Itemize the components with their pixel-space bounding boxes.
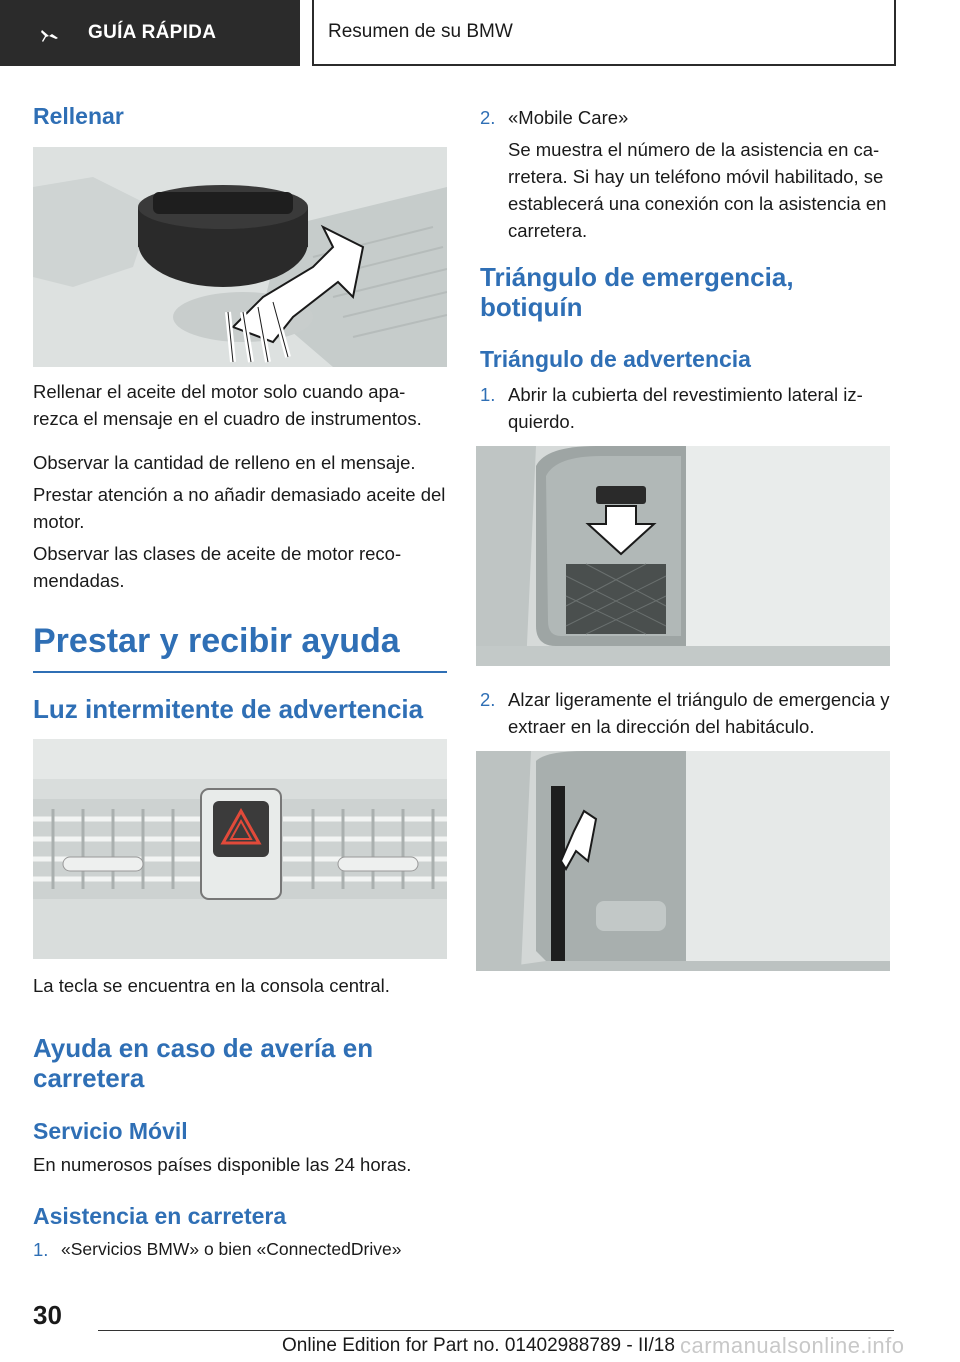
section-tab[interactable] [0,0,300,66]
footer-divider [98,1330,894,1331]
triangulo-heading: Triángulo de emergencia, botiquín [480,262,794,322]
step-2 [480,686,896,740]
luz-caption: La tecla se encuentra en la consola central. [33,975,390,996]
oil-cap-image [33,147,447,367]
hazard-console-illustration [33,739,447,959]
asistencia-heading: Asistencia en carretera [33,1203,287,1229]
side-panel-cover-image [476,446,890,666]
list-number: 2. [480,107,496,128]
rellenar-paragraph-3: Prestar atención a no añadir demasiado aceite del motor. [33,484,446,532]
averia-heading: Ayuda en caso de avería en carretera [33,1033,374,1093]
side-panel-illustration [476,446,890,666]
luz-heading: Luz intermitente de advertencia [33,694,424,724]
ayuda-heading: Prestar y recibir ayuda [33,622,447,673]
watermark: carmanualsonline.info [680,1333,905,1358]
list-text: Alzar ligeramente el triángulo de emergencia y extraer en la dirección del habitáculo. [508,689,890,737]
list-number: 1. [33,1239,49,1260]
oil-cap-illustration [33,147,447,367]
rellenar-heading: Rellenar [33,103,124,129]
hazard-button-image [33,739,447,959]
chapter-title: Resumen de su BMW [312,0,896,66]
rellenar-paragraph-2: Observar la cantidad de relleno en el mensaje. [33,452,416,473]
warning-triangle-illustration [476,751,890,971]
page-number: 30 [33,1300,62,1330]
list-text: «Mobile Care» [508,107,629,128]
mobile-care-text: Se muestra el número de la asistencia en ca-rretera. Si hay un teléfono móvil habilitado, se establecerá una conexión con la asistencia en carretera. [508,139,887,241]
servicio-text: En numerosos países disponible las 24 horas. [33,1154,412,1175]
mobile-care-item [480,104,896,131]
page-header [0,0,960,66]
advertencia-heading: Triángulo de advertencia [480,346,751,372]
list-text: Abrir la cubierta del revestimiento lateral iz-quierdo. [508,384,863,432]
section-tab-label: GUÍA RÁPIDA [88,22,217,43]
pin-icon [40,28,60,44]
list-number: 2. [480,689,496,710]
servicio-heading: Servicio Móvil [33,1118,188,1144]
rellenar-paragraph-4: Observar las clases de aceite de motor reco-mendadas. [33,543,402,591]
asistencia-item-1 [33,1236,447,1263]
warning-triangle-image [476,751,890,971]
list-text: «Servicios BMW» o bien «ConnectedDrive» [61,1239,402,1259]
list-number: 1. [480,384,496,405]
rellenar-paragraph-1: Rellenar el aceite del motor solo cuando apa-rezca el mensaje en el cuadro de instrumentos. [33,381,422,429]
step-1 [480,381,896,435]
online-edition-text: Online Edition for Part no. 01402988789 - II/18 [282,1335,675,1356]
